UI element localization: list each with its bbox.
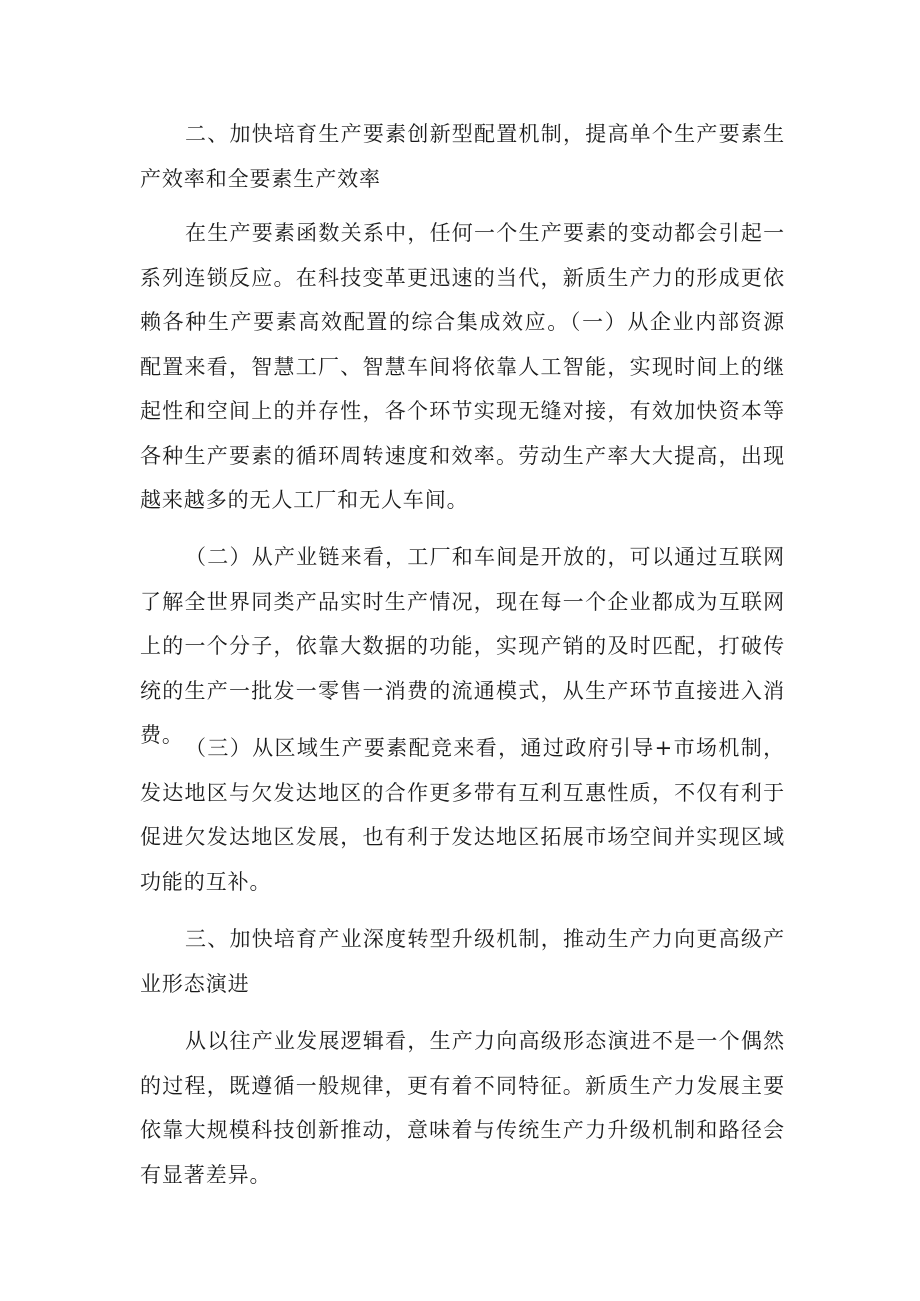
- body-paragraph-4: 从以往产业发展逻辑看，生产力向高级形态演进不是一个偶然的过程，既遵循一般规律，更有着不同特征。新质生产力发展主要依靠大规模科技创新推动，意味着与传统生产力升级机制和路径会有显著差异。: [140, 1029, 785, 1187]
- section-heading-2: 二、加快培育生产要素创新型配置机制，提高单个生产要素生产效率和全要素生产效率: [140, 122, 785, 191]
- body-paragraph-2: （二）从产业链来看，工厂和车间是开放的，可以通过互联网了解全世界同类产品实时生产情况，现在每一个企业都成为互联网上的一个分子，依靠大数据的功能，实现产销的及时匹配，打破传统的生产一批发一零售一消费的流通模式，从生产环节直接进入消费。: [140, 545, 785, 747]
- section-heading-3: 三、加快培育产业深度转型升级机制，推动生产力向更高级产业形态演进: [140, 927, 785, 996]
- body-paragraph-1: 在生产要素函数关系中，任何一个生产要素的变动都会引起一系列连锁反应。在科技变革更迅速的当代，新质生产力的形成更依赖各种生产要素高效配置的综合集成效应。（一）从企业内部资源配置来看，智慧工厂、智慧车间将依靠人工智能，实现时间上的继起性和空间上的并存性，各个环节实现无缝对接，有效加快资本等各种生产要素的循环周转速度和效率。劳动生产率大大提高，出现越来越多的无人工厂和无人车间。: [140, 221, 785, 512]
- body-paragraph-3: （三）从区域生产要素配竞来看，通过政府引导+市场机制，发达地区与欠发达地区的合作更多带有互利互惠性质，不仅有利于促进欠发达地区发展，也有利于发达地区拓展市场空间并实现区域功能的互补。: [140, 736, 785, 894]
